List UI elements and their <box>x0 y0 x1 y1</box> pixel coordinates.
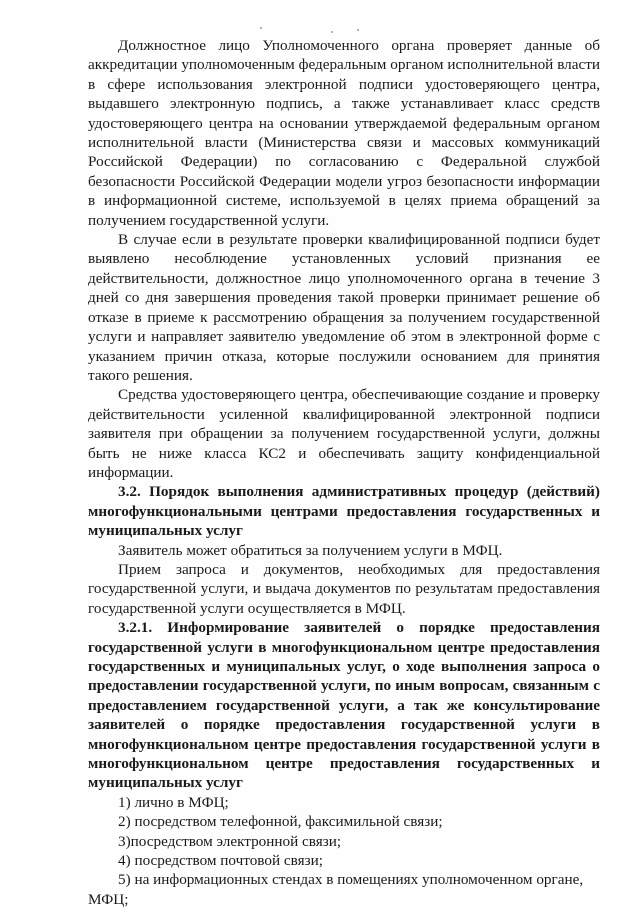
list-item-electronic: 3)посредством электронной связи; <box>118 832 342 850</box>
paragraph-signature-check-failure: В случае если в результате проверки квалифицированной подписи будет выявлено несоблюдение установленных условий признания ее действительности, должностное лицо уполномоченного органа в течение 3 дней со дня завершения проведения такой проверки принимает решение об отказе в приеме к рассмотрению обращения за получением государственной услуги и направляет заявителю уведомление об этом в электронной форме с указанием причин отказа, которые послужили основанием для принятия такого решения. <box>88 231 600 384</box>
list-item-postal: 4) посредством почтовой связи; <box>118 852 323 870</box>
list-item-phone-fax: 2) посредством телефонной, факсимильной связи; <box>118 813 443 831</box>
scan-speck <box>331 31 333 33</box>
paragraph-ep-verification: Должностное лицо Уполномоченного органа проверяет данные об аккредитации уполномоченным федеральным органом исполнительной власти в сфере использования электронной подписи удостоверяющего центра, выдавшего электронную подпись, а также устанавливает класс средств удостоверяющего центра на основании утверждаемой федеральным органом исполнительной власти (Министерства связи и массовых коммуникаций Российской Федерации) по согласованию с Федеральной службой безопасности Российской Федерации модели угроз безопасности информации в информационной системе, используемой в целях приема обращений за получением государственной услуги. <box>88 37 600 229</box>
section-heading-3-2: 3.2. Порядок выполнения административных процедур (действий) многофункциональными центрами предоставления государственных и муниципальных услуг <box>88 483 600 540</box>
list-item-info-stands: 5) на информационных стендах в помещениях уполномоченном органе, МФЦ; <box>88 871 584 908</box>
scan-speck <box>357 29 359 31</box>
scan-speck <box>260 27 262 29</box>
paragraph-mfc-document-intake: Прием запроса и документов, необходимых для предоставления государственной услуги, и выдача документов по результатам предоставления государственной услуги осуществляется в МФЦ. <box>88 560 600 617</box>
document-body <box>88 36 600 909</box>
list-item-in-person: 1) лично в МФЦ; <box>118 793 229 811</box>
section-heading-3-2-1: 3.2.1. Информирование заявителей о порядке предоставления государственной услуги в многофункциональном центре предоставления государственных и муниципальных услуг, о ходе выполнения запроса о предоставлении государственной услуги, по иным вопросам, связанным с предоставлением государственной услуги, а так же консультирование заявителей о порядке предоставления государственной услуги в многофункциональном центре предоставления государственной услуги в многофункциональном центре предоставления государственных и муниципальных услуг <box>88 619 600 792</box>
paragraph-ks2-requirements: Средства удостоверяющего центра, обеспечивающие создание и проверку действительности усиленной квалифицированной электронной подписи заявителя при обращении за получением государственной услуги, должны быть не ниже класса КС2 и обеспечивать защиту конфиденциальной информации. <box>88 386 600 481</box>
paragraph-mfc-application: Заявитель может обратиться за получением услуги в МФЦ. <box>118 541 503 559</box>
